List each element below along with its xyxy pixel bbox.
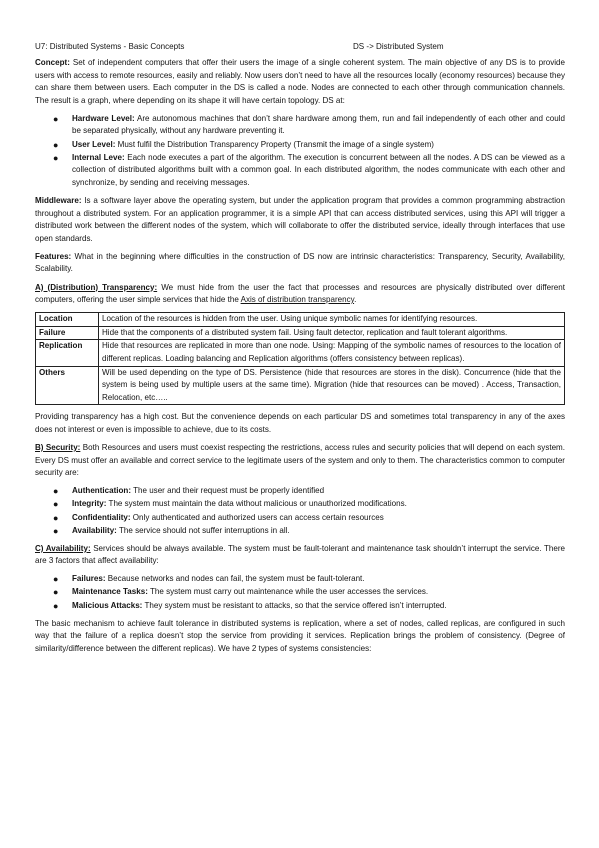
item-label: Hardware Level: — [72, 113, 135, 123]
item-label: User Level: — [72, 139, 116, 149]
item-label: Availability: — [72, 525, 117, 535]
middleware-paragraph — [35, 195, 565, 245]
list-item — [35, 485, 565, 498]
availability-text: Services should be always available. The system must be fault-tolerant and maintenance task shouldn’t interrupt the service. There are 3 factors that affect availability: — [35, 543, 565, 566]
features-text: What in the beginning where difficulties in the construction of DS now are intrinsic characteristics: Transparency, Security, Availability, Scalability. — [35, 251, 565, 274]
levels-list — [35, 113, 565, 190]
bullet-icon: ● — [53, 139, 59, 150]
list-item — [35, 573, 565, 586]
availability-paragraph — [35, 543, 565, 568]
table-value: Will be used depending on the type of DS. Persistence (hide that resources are stores in the disk). Concurrence (hide that the system is being used by multiple users at the same time). Migration (hide that resources can be moved) . Access, Transaction, Relocation, etc….. — [99, 366, 565, 405]
features-paragraph — [35, 251, 565, 276]
availability-list — [35, 573, 565, 612]
list-item — [35, 525, 565, 538]
table-row — [36, 326, 565, 340]
transparency-heading: A) (Distribution) Transparency: — [35, 282, 158, 292]
item-label: Failures: — [72, 574, 106, 584]
transparency-text: We must hide from the user the fact that processes and resources are physically distributed over different computers, offering the user simple services that hide the — [35, 282, 565, 305]
item-text: The service should not suffer interruptions in all. — [116, 525, 290, 535]
item-label: Internal Leve: — [72, 152, 125, 162]
bullet-icon: ● — [53, 512, 59, 523]
table-value: Hide that resources are replicated in more than one node. Using: Mapping of the symbolic names of resources to the location of different replicas. Loading balancing and Replication algorithms (offers consistency between replicas). — [99, 340, 565, 366]
item-label: Authentication: — [72, 486, 132, 496]
item-text: Only authenticated and authorized users can access certain resources — [130, 512, 384, 522]
table-key: Failure — [36, 326, 99, 340]
security-text: Both Resources and users must coexist respecting the restrictions, access rules and security policies that will depend on each system. Every DS must offer an available and correct service to the legitimate users of the system and only to them. The characteristics common to computer security are: — [35, 443, 565, 478]
security-heading: B) Security: — [35, 443, 81, 453]
table-row — [36, 366, 565, 405]
list-item — [35, 113, 565, 138]
middleware-label: Middleware: — [35, 195, 82, 205]
bullet-icon: ● — [53, 499, 59, 510]
bullet-icon: ● — [53, 525, 59, 536]
list-item — [35, 139, 565, 152]
security-list — [35, 485, 565, 537]
table-key: Others — [36, 366, 99, 405]
period: . — [354, 295, 357, 305]
item-text: The system must carry out maintenance while the user accesses the services. — [147, 587, 429, 597]
document-body — [35, 57, 565, 661]
list-item — [35, 152, 565, 190]
page-header — [35, 41, 565, 54]
bullet-icon: ● — [53, 600, 59, 611]
transparency-paragraph — [35, 282, 565, 307]
table-value: Hide that the components of a distributed system fail. Using fault detector, replication and fault tolerant algorithms. — [99, 326, 565, 340]
header-title: U7: Distributed Systems - Basic Concepts — [35, 42, 185, 51]
table-key: Location — [36, 313, 99, 327]
availability-heading: C) Availability: — [35, 543, 91, 553]
item-label: Maintenance Tasks: — [72, 587, 148, 597]
bullet-icon: ● — [53, 587, 59, 598]
item-label: Confidentiality: — [72, 512, 131, 522]
table-row — [36, 340, 565, 366]
item-text: Each node executes a part of the algorithm. The execution is concurrent between all the nodes. A DS can be viewed as a collection of distributed algorithms built with a common goal. In each distributed algorithm, the nodes communicate with each other and synchronize, by sending and receiving messages. — [72, 152, 565, 187]
bullet-icon: ● — [53, 486, 59, 497]
list-item — [35, 586, 565, 599]
concept-paragraph — [35, 57, 565, 107]
list-item — [35, 498, 565, 511]
bullet-icon: ● — [53, 574, 59, 585]
concept-label: Concept: — [35, 58, 70, 67]
list-item — [35, 512, 565, 525]
transparency-axis-link: Axis of distribution transparency — [240, 295, 355, 305]
security-paragraph — [35, 442, 565, 480]
item-text: Are autonomous machines that don’t share hardware among them, run and fail independently of each other and could be separated physically, without any hardware preventing it. — [72, 113, 565, 136]
item-text: The user and their request must be properly identified — [131, 486, 325, 496]
concept-text: Set of independent computers that offer their users the image of a single coherent system. The main objective of any DS is to provide users with access to remote resources, easily and reliably. Now users don’t need to have all the resources locally (economy resources) because they can share them between users. Each computer in the DS is called a node. Nodes are connected to each other through communication channels. The result is a graph, where depending on its shape it will have certain topology. DS at: — [35, 58, 565, 105]
item-text: Because networks and nodes can fail, the system must be fault-tolerant. — [105, 574, 365, 584]
item-label: Integrity: — [72, 499, 107, 509]
bullet-icon: ● — [53, 113, 59, 124]
item-text: They system must be resistant to attacks, so that the service offered isn’t interrupted. — [142, 600, 447, 610]
item-text: The system must maintain the data without malicious or unauthorized modifications. — [106, 499, 407, 509]
item-label: Malicious Attacks: — [72, 600, 143, 610]
transparency-cost-paragraph: Providing transparency has a high cost. But the convenience depends on each particular DS and sometimes total transparency in any of the axes does not interest or even is impossible to achieve, due to its costs. — [35, 412, 565, 434]
item-text: Must fulfil the Distribution Transparency Property (Transmit the image of a single system) — [115, 139, 434, 149]
bullet-icon: ● — [53, 152, 59, 163]
list-item — [35, 600, 565, 613]
middleware-text: Is a software layer above the operating system, but under the application program that provides a common programming abstraction throughout a distributed system. For an application programmer, it is a simple API that can access distributed services, using this API will trigger a distributed work between the different nodes of the system, which will collaborate to offer the distributed service, ideally through interfaces that use open standards. — [35, 195, 565, 243]
header-topic: DS -> Distributed System — [353, 42, 444, 51]
replication-paragraph: The basic mechanism to achieve fault tolerance in distributed systems is replication, where a set of nodes, called replicas, are configured in such way that the failure of a replica doesn’t stop the service from providing it services. Replication brings the problem of consistency. (Degree of similarity/difference between the different replicas). We have 2 types of systems consistencies: — [35, 618, 565, 653]
table-row — [36, 313, 565, 327]
features-label: Features: — [35, 251, 72, 261]
transparency-table — [35, 312, 565, 405]
table-value: Location of the resources is hidden from the user. Using unique symbolic names for identifying resources. — [99, 313, 565, 327]
table-key: Replication — [36, 340, 99, 366]
